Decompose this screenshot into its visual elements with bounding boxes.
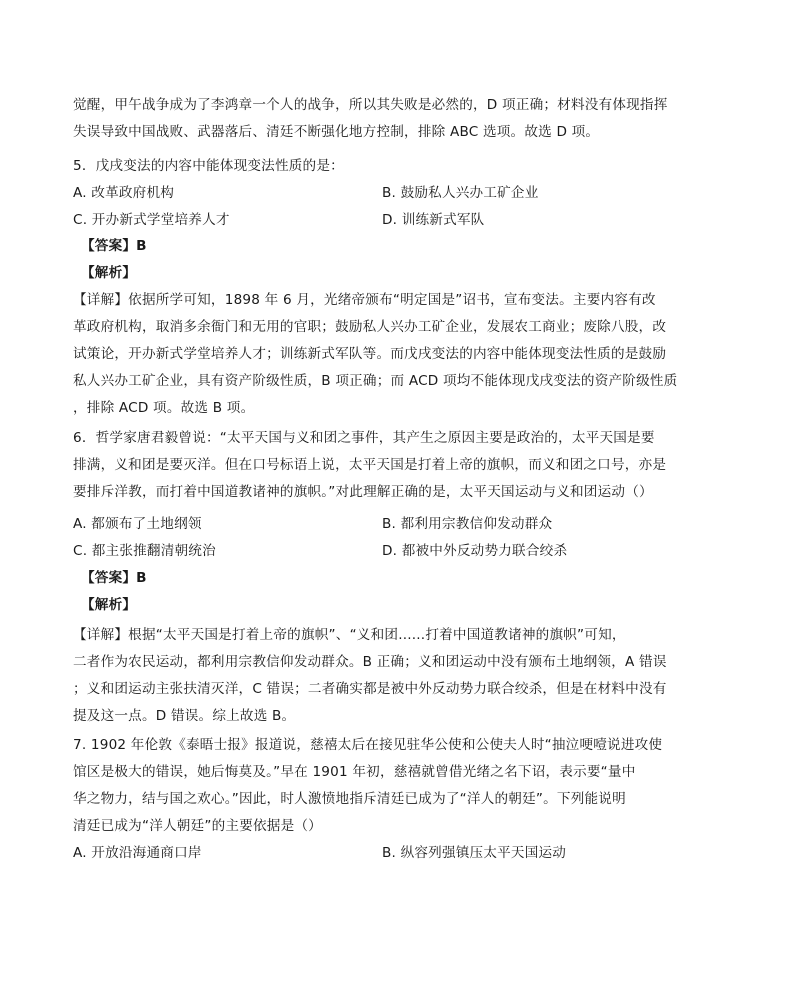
q5-detail-line: 【详解】依据所学可知，1898 年 6 月，光绪帝颁布“明定国是”诏书，宣布变法。主要内容有改 [73,292,656,308]
q7-stem-line: 馆区是极大的错误，她后悔莫及。”早在 1901 年初，慈禧就曾借光绪之名下诏，表示要“量中 [73,764,636,780]
q4-analysis-line: 觉醒，甲午战争成为了李鸿章一个人的战争，所以其失败是必然的，D 项正确；材料没有体现指挥 [73,97,668,113]
q5-detail-line: 试策论，开办新式学堂培养人才；训练新式军队等。而戊戌变法的内容中能体现变法性质的是鼓励 [73,346,667,362]
q5-detail-line: ，排除 ACD 项。故选 B 项。 [73,400,255,416]
q5-option-a: A. 改革政府机构 [73,185,175,201]
q6-detail-line: ；义和团运动主张扶清灭洋，C 错误；二者确实都是被中外反动势力联合绞杀，但是在材料中没有 [73,681,667,697]
q5-answer: 【答案】B [81,238,147,254]
q7-stem-line: 华之物力，结与国之欢心。”因此，时人激愤地指斥清廷已成为了“洋人的朝廷”。下列能说明 [73,791,626,807]
q5-analysis-label: 【解析】 [81,265,137,281]
q5-option-d: D. 训练新式军队 [382,212,485,228]
q7-stem-line: 7. 1902 年伦敦《泰晤士报》报道说，慈禧太后在接见驻华公使和公使夫人时“抽泣哽噎说进攻使 [73,737,663,753]
q7-option-a: A. 开放沿海通商口岸 [73,845,202,861]
q6-answer: 【答案】B [81,570,147,586]
q5-detail-line: 私人兴办工矿企业，具有资产阶级性质，B 项正确；而 ACD 项均不能体现戊戌变法的资产阶级性质 [73,373,678,389]
q5-option-b: B. 鼓励私人兴办工矿企业 [382,185,539,201]
q6-stem-line: 要排斥洋教，而打着中国道教诸神的旗帜。”对此理解正确的是，太平天国运动与义和团运动（） [73,484,653,500]
q6-analysis-label: 【解析】 [81,597,137,613]
q6-stem-line: 6．哲学家唐君毅曾说：“太平天国与义和团之事件，其产生之原因主要是政治的，太平天国是要 [73,430,655,446]
q7-option-b: B. 纵容列强镇压太平天国运动 [382,845,567,861]
q4-analysis-line: 失误导致中国战败、武器落后、清廷不断强化地方控制，排除 ABC 选项。故选 D 项。 [73,124,600,140]
q7-stem-line: 清廷已成为“洋人朝廷”的主要依据是（） [73,818,322,834]
q6-detail-line: 二者作为农民运动，都利用宗教信仰发动群众。B 正确；义和团运动中没有颁布土地纲领，A 错误 [73,654,667,670]
q5-stem: 5．戊戌变法的内容中能体现变法性质的是： [73,158,344,174]
q5-option-c: C. 开办新式学堂培养人才 [73,212,230,228]
q6-option-d: D. 都被中外反动势力联合绞杀 [382,543,568,559]
q6-option-a: A. 都颁布了土地纲领 [73,516,202,532]
q6-detail-line: 提及这一点。D 错误。综上故选 B。 [73,708,296,724]
q6-stem-line: 排满，义和团是要灭洋。但在口号标语上说，太平天国是打着上帝的旗帜，而义和团之口号，亦是 [73,457,667,473]
q6-option-c: C. 都主张推翻清朝统治 [73,543,216,559]
q6-option-b: B. 都利用宗教信仰发动群众 [382,516,553,532]
q5-detail-line: 革政府机构，取消多余衙门和无用的官职；鼓励私人兴办工矿企业，发展农工商业；废除八股，改 [73,319,667,335]
q6-detail-line: 【详解】根据“太平天国是打着上帝的旗帜”、“义和团......打着中国道教诸神的旗帜”可知， [73,627,626,643]
